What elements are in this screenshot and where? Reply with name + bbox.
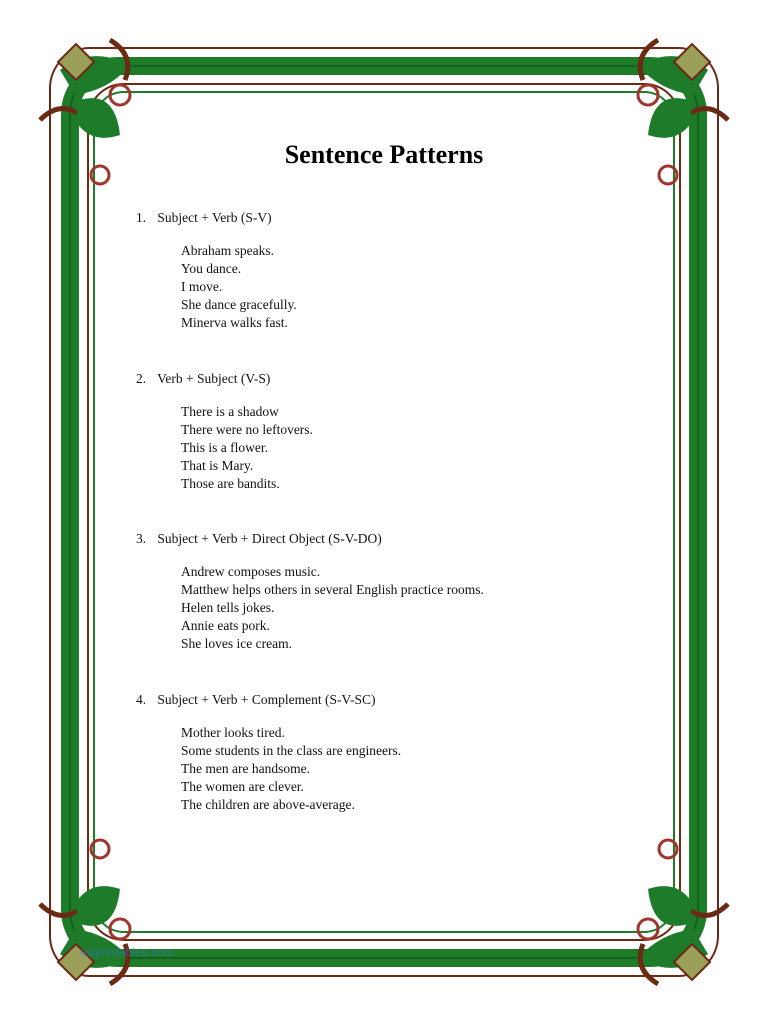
example-list [181,563,656,653]
example-sentence: Annie eats pork. [181,618,270,633]
example-sentence: Minerva walks fast. [181,315,288,330]
example-sentence: There were no leftovers. [181,422,313,437]
example-sentence: This is a flower. [181,440,268,455]
example-sentence: That is Mary. [181,458,254,473]
example-list [181,242,656,332]
pattern-section-3 [136,530,656,653]
section-heading-text: Subject + Verb (S-V) [157,210,272,225]
example-sentence: Abraham speaks. [181,243,274,258]
example-sentence: The men are handsome. [181,761,310,776]
section-heading [136,530,656,548]
corner-ornament-bottom-left [40,840,130,984]
example-sentence: Helen tells jokes. [181,600,275,615]
example-sentence: The women are clever. [181,779,304,794]
example-sentence: She loves ice cream. [181,636,292,651]
pattern-section-1 [136,209,656,332]
example-sentence: Some students in the class are engineers. [181,743,402,758]
watermark: eslprintables.com [80,945,174,959]
section-heading [136,691,656,709]
section-heading-text: Subject + Verb + Direct Object (S-V-DO) [157,531,382,546]
corner-ornament-bottom-right [638,840,728,984]
section-heading [136,370,656,388]
section-number: 2. [136,371,147,386]
example-sentence: I move. [181,279,223,294]
section-heading-text: Subject + Verb + Complement (S-V-SC) [157,692,376,707]
example-sentence: There is a shadow [181,404,279,419]
pattern-section-2 [136,370,656,493]
page-title: Sentence Patterns [284,140,484,169]
example-sentence: The children are above-average. [181,797,355,812]
example-sentence: She dance gracefully. [181,297,297,312]
example-list [181,403,656,493]
example-sentence: Mother looks tired. [181,725,285,740]
section-heading-text: Verb + Subject (V-S) [157,371,271,386]
section-number: 4. [136,692,147,707]
section-number: 3. [136,531,147,546]
example-sentence: Matthew helps others in several English practice rooms. [181,582,484,597]
example-sentence: You dance. [181,261,242,276]
example-list [181,724,656,814]
example-sentence: Those are bandits. [181,476,280,491]
example-sentence: Andrew composes music. [181,564,321,579]
section-number: 1. [136,210,147,225]
pattern-section-4 [136,691,656,814]
section-heading [136,209,656,227]
